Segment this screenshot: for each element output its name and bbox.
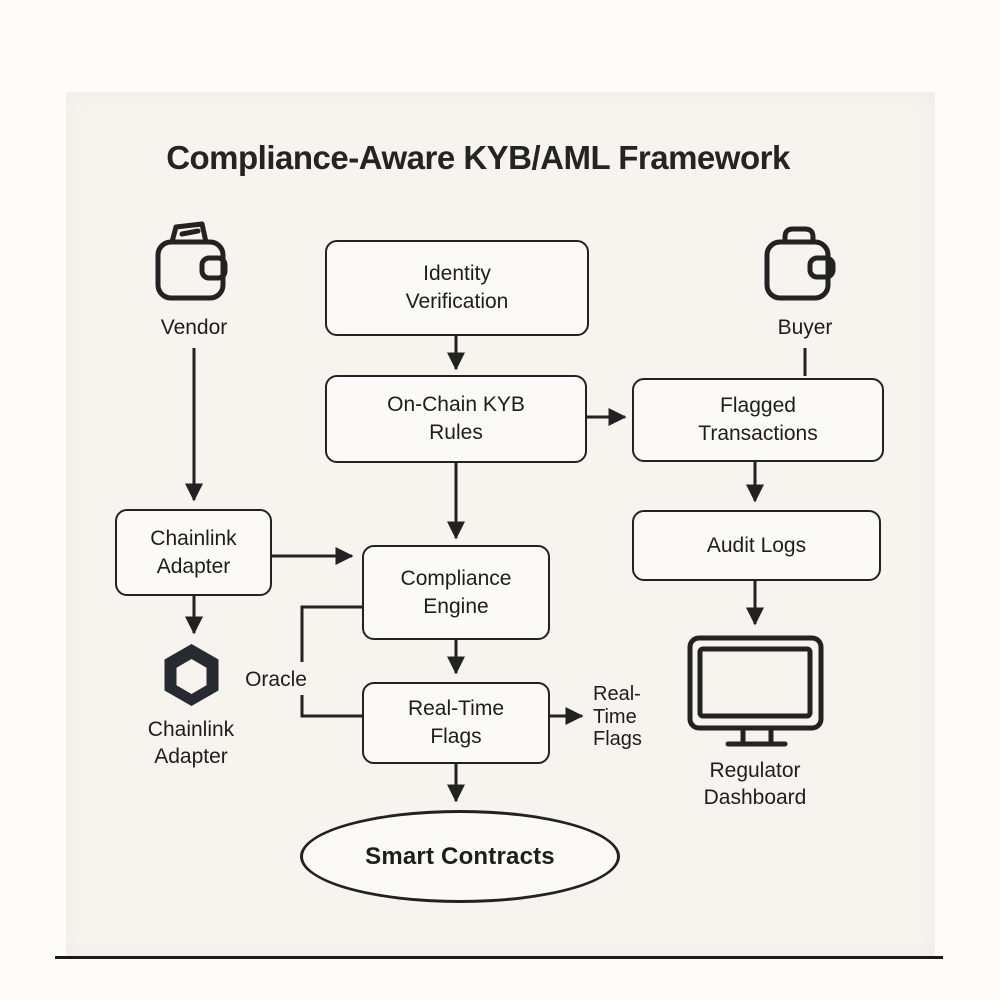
node-chainlink-adapter: Chainlink Adapter [115, 509, 272, 596]
chainlink-hexagon-icon [158, 640, 225, 714]
regulator-dashboard-monitor-icon [683, 630, 833, 752]
node-real-time-flags: Real-Time Flags [362, 682, 550, 764]
vendor-wallet-icon [154, 218, 232, 302]
chainlink-adapter-icon-label: Chainlink Adapter [147, 718, 235, 769]
regulator-dashboard-label: Regulator Dashboard [703, 759, 807, 810]
buyer-label: Buyer [777, 316, 833, 339]
node-on-chain-kyb-rules: On-Chain KYB Rules [325, 375, 587, 463]
vendor-label: Vendor [160, 316, 228, 339]
elbow-compliance-to-oracle [302, 607, 362, 662]
node-flagged-transactions: Flagged Transactions [632, 378, 884, 462]
real-time-flags-output-label: Real- Time Flags [593, 683, 642, 751]
elbow-oracle-to-realtime [302, 695, 362, 716]
node-compliance-engine: Compliance Engine [362, 545, 550, 640]
buyer-wallet-icon [761, 222, 837, 302]
node-audit-logs: Audit Logs [632, 510, 881, 581]
node-smart-contracts: Smart Contracts [300, 810, 620, 903]
node-identity-verification: Identity Verification [325, 240, 589, 336]
oracle-label: Oracle [245, 668, 307, 691]
diagram-title: Compliance-Aware KYB/AML Framework [166, 139, 790, 176]
